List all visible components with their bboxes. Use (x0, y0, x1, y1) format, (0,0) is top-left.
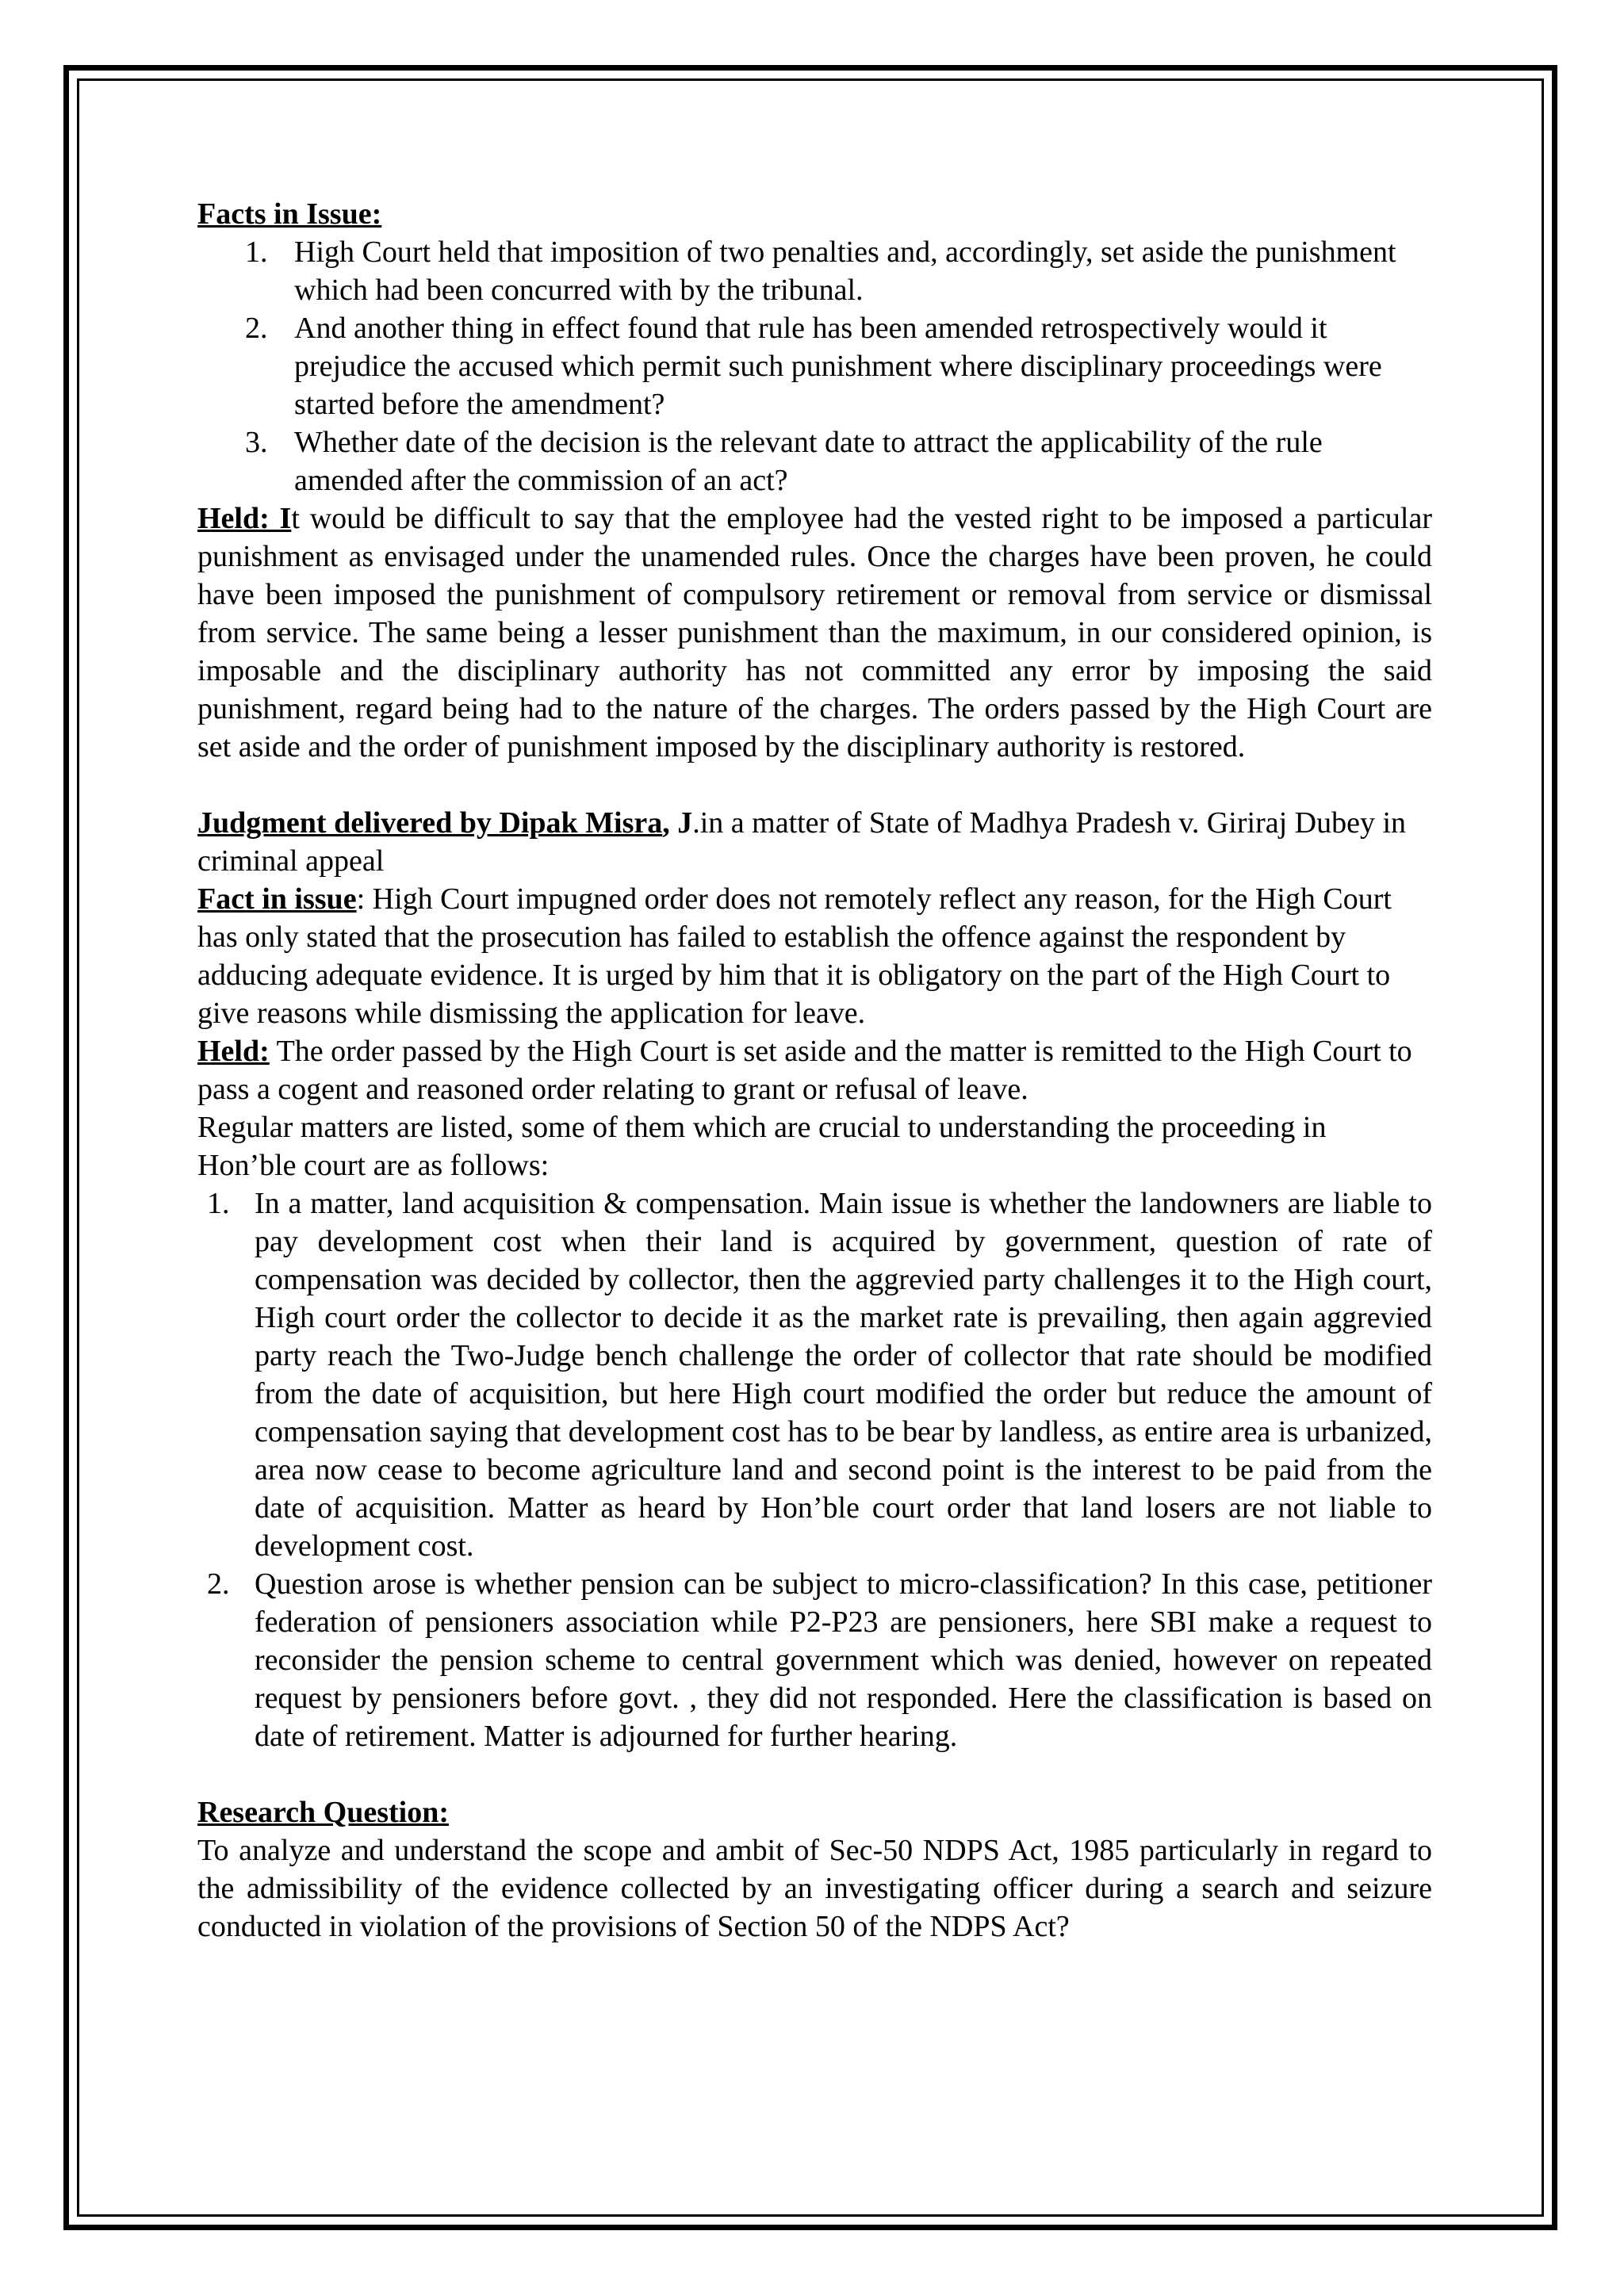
research-text: To analyze and understand the scope and ambit of Sec-50 NDPS Act, 1985 particularly in regard to the admissibility of the evidence collected by an investigating officer during a search and seizure conducted in violation of the provisions of Section 50 of the NDPS Act? (197, 1834, 1432, 1943)
research-heading: Research Question: (197, 1796, 449, 1829)
held-paragraph-2: Held: The order passed by the High Court is set aside and the matter is remitted to the High Court to pass a cogent and reasoned order relating to grant or refusal of leave. (197, 1035, 1412, 1106)
matters-item: 1. In a matter, land acquisition & compensation. Main issue is whether the landowners are liable to pay development cost when their land is acquired by government, question of rate of compensation was decided by collector, then the aggrevied party challenges it to the High court, High court order the collector to decide it as the market rate is prevailing, then again aggrevied party reach the Two-Judge bench challenge the order of collector that rate should be modified from the date of acquisition, but here High court modified the order but reduce the amount of compensation saying that development cost has to be bear by landless, as entire area is urbanized, area now cease to become agriculture land and second point is the interest to be paid from the date of acquisition. Matter as heard by Hon’ble court order that land losers are not liable to development cost. (207, 1187, 1432, 1563)
facts-item: 2. And another thing in effect found that rule has been amended retrospectively would it prejudice the accused which permit such punishment where disciplinary proceedings were started before the amendment? (245, 312, 1382, 421)
matters-item: 2. Question arose is whether pension can be subject to micro-classification? In this case, petitioner federation of pensioners association while P2-P23 are pensioners, here SBI make a request to reconsider the pension scheme to central government which was denied, however on repeated request by pensioners before govt. , they did not responded. Here the classification is based on date of retirement. Matter is adjourned for further hearing. (207, 1567, 1432, 1753)
fact-in-issue-paragraph: Fact in issue: High Court impugned order does not remotely reflect any reason, for the High Court has only stated that the prosecution has failed to establish the offence against the respondent by adducing adequate evidence. It is urged by him that it is obligatory on the part of the High Court to give reasons while dismissing the application for leave. (197, 882, 1392, 1030)
spacer (197, 766, 1432, 804)
judgment-paragraph: Judgment delivered by Dipak Misra, J.in a matter of State of Madhya Pradesh v. Giriraj Dubey in criminal appeal (197, 806, 1407, 878)
held-paragraph-1: Held: It would be difficult to say that the employee had the vested right to be imposed a particular punishment as envisaged under the unamended rules. Once the charges have been proven, he could have been imposed the punishment of compulsory retirement or removal from service or dismissal from service. The same being a lesser punishment than the maximum, in our considered opinion, is imposable and the disciplinary authority has not committed any error by imposing the said punishment, regard being had to the nature of the charges. The orders passed by the High Court are set aside and the order of punishment imposed by the disciplinary authority is restored. (197, 502, 1432, 763)
document-body (197, 195, 1432, 1946)
facts-item: 1. High Court held that imposition of two penalties and, accordingly, set aside the punishment which had been concurred with by the tribunal. (245, 235, 1396, 307)
regular-matters-intro: Regular matters are listed, some of them which are crucial to understanding the proceeding in Hon’ble court are as follows: (197, 1111, 1327, 1182)
facts-item: 3. Whether date of the decision is the relevant date to attract the applicability of the rule amended after the commission of an act? (245, 426, 1323, 497)
facts-list (197, 233, 1432, 499)
matters-list (197, 1184, 1432, 1755)
facts-heading: Facts in Issue: (197, 197, 382, 231)
spacer (197, 1755, 1432, 1793)
